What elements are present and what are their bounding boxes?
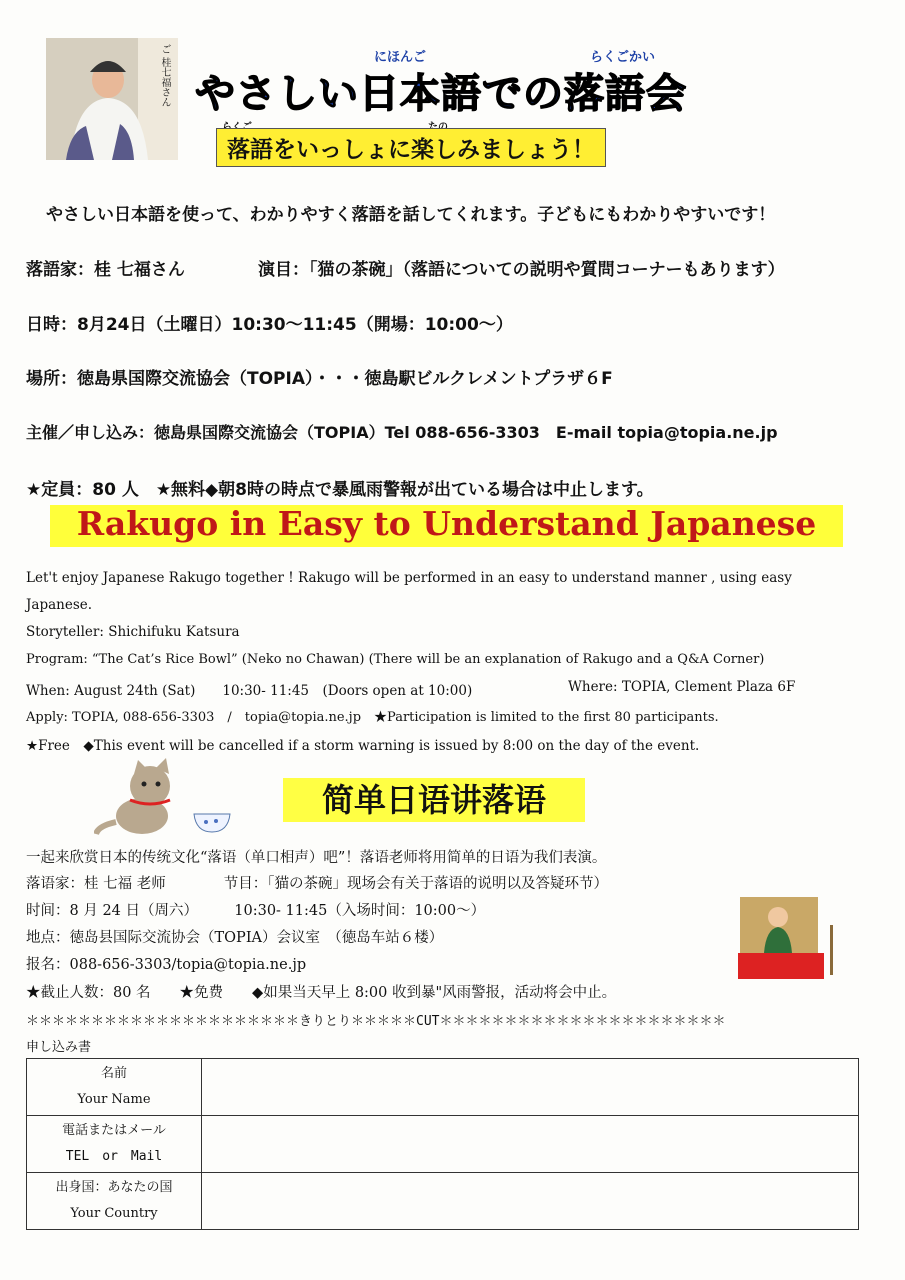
en-storyteller: Storyteller: Shichifuku Katsura (26, 624, 240, 640)
en-when: When: August 24th (Sat) 10:30- 11:45 (Doors open at 10:00) (26, 683, 473, 699)
country-label-jp: 出身国：あなたの国 (55, 1180, 173, 1195)
jp-place: 場所：徳島県国際交流協会（TOPIA）・・・徳島駅ビルクレメントプラザ６F (26, 369, 613, 389)
contact-label-jp: 電話またはメール (62, 1123, 166, 1138)
page-title: やさしい日本語での落語会 (195, 71, 687, 117)
country-label (27, 1173, 202, 1230)
application-form (26, 1058, 859, 1230)
name-field[interactable] (203, 1066, 835, 1108)
zh-time: 时间：8 月 24 日（周六） 10:30- 11:45（入场时间：10:00～） (26, 903, 486, 919)
en-program: Program: “The Cat’s Rice Bowl” (Neko no Chawan) (There will be an explanation of Rakugo and a Q&A Corner) (26, 652, 765, 667)
jp-performer: 落語家：桂 七福さん (26, 260, 185, 280)
form-row-country (27, 1173, 859, 1230)
en-line2: Japanese. (26, 597, 93, 613)
jp-capacity: ★定員：80 人 ★無料◆朝8時の時点で暴風雨警報が出ている場合は中止します。 (26, 480, 654, 500)
rakugo-performer-illustration (738, 895, 838, 981)
en-where: Where: TOPIA, Clement Plaza 6F (568, 679, 796, 695)
chinese-title: 简单日语讲落语 (321, 781, 546, 819)
zh-performer: 落语家：桂 七福 老师 节目：「猫の茶碗」现场会有关于落语的说明以及答疑环节） (26, 876, 608, 892)
en-line1: Let't enjoy Japanese Rakugo together ! Rakugo will be performed in an easy to understand manner , using easy (26, 570, 792, 586)
zh-place: 地点：徳岛县国际交流协会（TOPIA）会议室 （徳岛车站６楼） (26, 930, 444, 946)
form-row-name (27, 1059, 859, 1116)
contact-label (27, 1116, 202, 1173)
name-label-jp: 名前 (100, 1066, 127, 1081)
photo-caption: ご 桂七福さん (159, 44, 170, 108)
subtitle: 落語をいっしょに楽しみましょう！ (216, 128, 606, 167)
jp-program: 演目：「猫の茶碗」（落語についての説明や質問コーナーもあります） (258, 260, 785, 280)
cut-line: ＊＊＊＊＊＊＊＊＊＊＊＊＊＊＊＊＊＊＊＊＊きりとり＊＊＊＊＊CUT＊＊＊＊＊＊＊＊＊＊＊＊＊＊＊＊＊＊＊＊＊＊ (26, 1014, 726, 1029)
zh-notes: ★截止人数：80 名 ★免费 ◆如果当天早上 8:00 收到暴"风雨警报，活动将会中止。 (26, 985, 617, 1001)
jp-organizer: 主催／申し込み：徳島県国際交流協会（TOPIA）Tel 088-656-3303 E-mail topia@topia.ne.jp (26, 423, 778, 442)
zh-apply: 报名：088-656-3303/topia@topia.ne.jp (26, 957, 307, 973)
jp-datetime: 日時：8月24日（土曜日）10:30～11:45（開場：10:00～） (26, 315, 513, 335)
name-cell (202, 1059, 859, 1116)
ruby-rakugokai: らくごかい (590, 50, 656, 65)
cat-illustration (94, 758, 189, 836)
zh-line1: 一起来欣赏日本的传统文化“落语（单口相声）吧”！落语老师将用简单的日语为我们表演。 (26, 850, 607, 866)
performer-photo (46, 38, 178, 160)
ruby-nihongo: にほんご (374, 50, 427, 65)
en-free: ★Free ◆This event will be cancelled if a storm warning is issued by 8:00 on the day of the event. (26, 738, 700, 754)
form-row-contact (27, 1116, 859, 1173)
country-label-en: Your Country (70, 1206, 158, 1221)
rice-bowl-illustration (192, 808, 232, 834)
en-apply: Apply: TOPIA, 088-656-3303 / topia@topia.ne.jp ★Participation is limited to the first 80 participants. (26, 710, 719, 725)
contact-label-en: TEL or Mail (65, 1149, 163, 1164)
country-field[interactable] (203, 1180, 835, 1222)
country-cell (202, 1173, 859, 1230)
contact-cell (202, 1116, 859, 1173)
english-title: Rakugo in Easy to Understand Japanese (76, 504, 817, 543)
name-label-en: Your Name (77, 1092, 151, 1107)
name-label (27, 1059, 202, 1116)
contact-field[interactable] (203, 1123, 835, 1165)
form-heading: 申し込み書 (26, 1040, 92, 1055)
jp-intro: やさしい日本語を使って、わかりやすく落語を話してくれます。子どもにもわかりやすいです！ (46, 205, 776, 225)
